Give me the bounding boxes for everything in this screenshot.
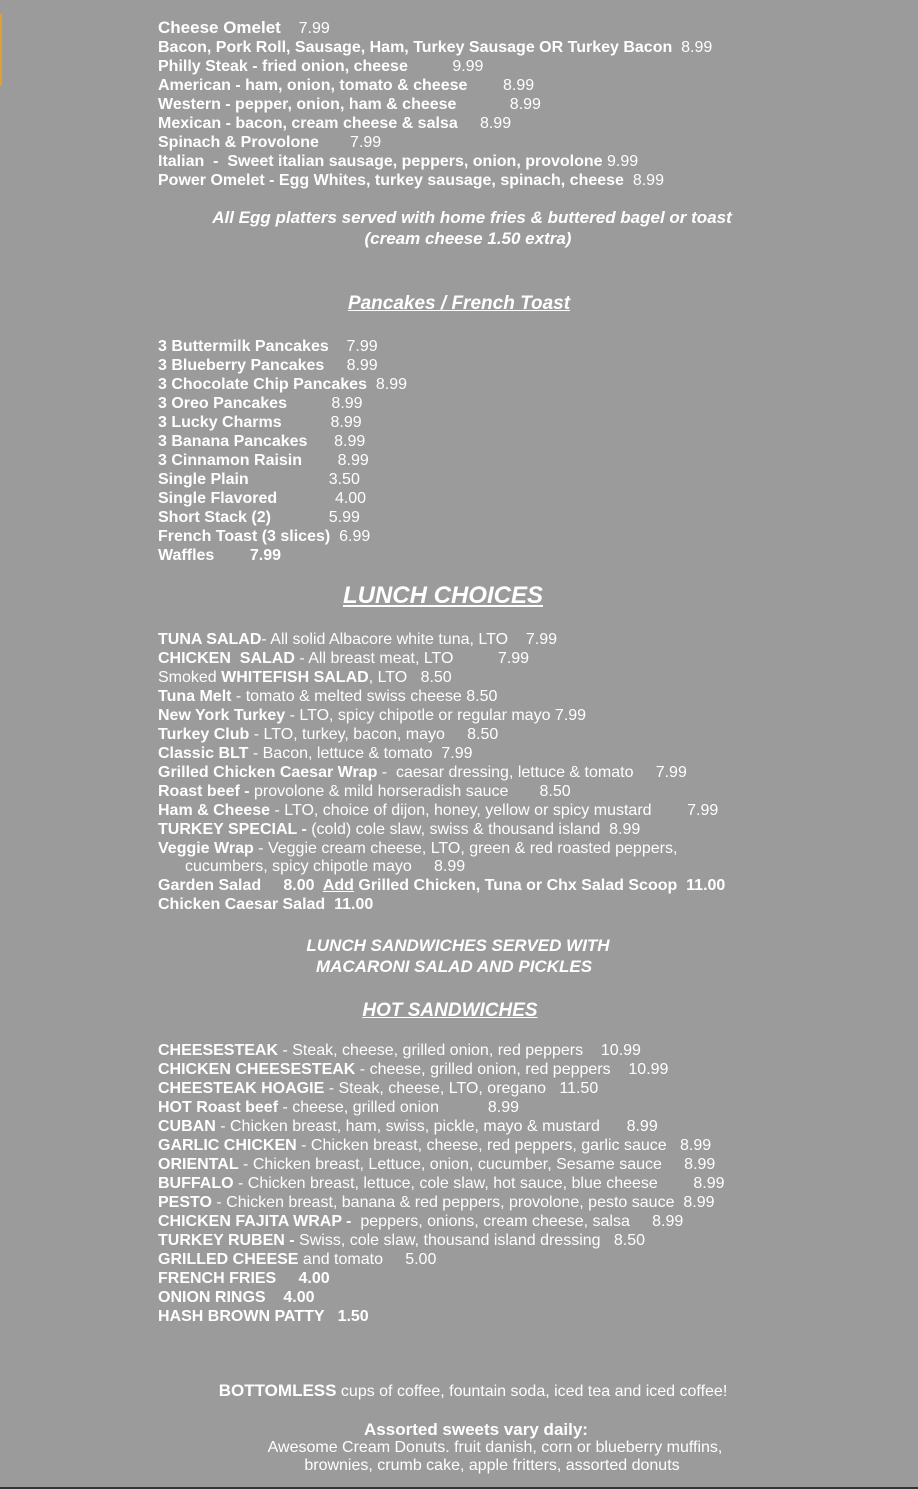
menu-item-meat-omelet: Bacon, Pork Roll, Sausage, Ham, Turkey Sausage OR Turkey Bacon 8.99 [158,39,713,56]
menu-item-chicken-fajita-wrap: CHICKEN FAJITA WRAP - peppers, onions, cream cheese, salsa 8.99 [158,1213,684,1230]
lunch-sandwich-note: LUNCH SANDWICHES SERVED WITH [306,936,610,955]
hot-sandwiches-heading: HOT SANDWICHES [362,1000,538,1021]
menu-item-turkey-club: Turkey Club - LTO, turkey, bacon, mayo 8.50 [158,726,499,743]
menu-item-french-fries: FRENCH FRIES 4.00 [158,1270,330,1287]
macaroni-note: MACARONI SALAD AND PICKLES [315,957,593,976]
menu-item-cuban: CUBAN - Chicken breast, ham, swiss, pickle, mayo & mustard 8.99 [158,1118,658,1135]
menu-item-onion-rings: ONION RINGS 4.00 [158,1289,315,1306]
menu-item-ny-turkey: New York Turkey - LTO, spicy chipotle or regular mayo 7.99 [158,707,587,724]
menu-item-chocolate-chip-pancakes: 3 Chocolate Chip Pancakes 8.99 [158,376,407,393]
menu-item-grilled-cheese: GRILLED CHEESE and tomato 5.00 [158,1251,437,1268]
menu-item-ham-cheese: Ham & Cheese - LTO, choice of dijon, honey, yellow or spicy mustard 7.99 [158,802,719,819]
menu-item-classic-blt: Classic BLT - Bacon, lettuce & tomato 7.99 [158,745,473,762]
menu-item-chicken-salad: CHICKEN SALAD - All breast meat, LTO 7.99 [158,650,530,667]
menu-item-single-plain: Single Plain 3.50 [158,471,360,488]
menu-item-turkey-special: TURKEY SPECIAL - (cold) cole slaw, swiss & thousand island 8.99 [158,821,641,838]
menu-item-french-toast: French Toast (3 slices) 6.99 [158,528,371,545]
menu-item-turkey-ruben: TURKEY RUBEN - Swiss, cole slaw, thousand island dressing 8.50 [158,1232,646,1249]
menu-item-cheesesteak: CHEESESTEAK - Steak, cheese, grilled onion, red peppers 10.99 [158,1042,641,1059]
menu-item-veggie-wrap-cont: cucumbers, spicy chipotle mayo 8.99 [185,858,466,875]
menu-item-banana-pancakes: 3 Banana Pancakes 8.99 [158,433,366,450]
menu-item-pesto: PESTO - Chicken breast, banana & red peppers, provolone, pesto sauce 8.99 [158,1194,715,1211]
menu-item-buttermilk-pancakes: 3 Buttermilk Pancakes 7.99 [158,338,378,355]
menu-item-lucky-charms: 3 Lucky Charms 8.99 [158,414,362,431]
sweets-line-1: Awesome Cream Donuts. fruit danish, corn or blueberry muffins, [267,1439,723,1456]
menu-item-oriental: ORIENTAL - Chicken breast, Lettuce, onion, cucumber, Sesame sauce 8.99 [158,1156,716,1173]
sweets-line-2: brownies, crumb cake, apple fritters, assorted donuts [304,1457,680,1474]
menu-item-italian-omelet: Italian - Sweet italian sausage, peppers, onion, provolone 9.99 [158,153,639,170]
menu-item-hash-brown-patty: HASH BROWN PATTY 1.50 [158,1308,369,1325]
menu-item-short-stack: Short Stack (2) 5.99 [158,509,360,526]
menu-item-spinach-omelet: Spinach & Provolone 7.99 [158,134,382,151]
menu-item-american-omelet: American - ham, onion, tomato & cheese 8.99 [158,77,535,94]
menu-item-veggie-wrap: Veggie Wrap - Veggie cream cheese, LTO, green & red roasted peppers, [158,840,678,857]
cream-cheese-note: (cream cheese 1.50 extra) [364,229,572,248]
sweets-title: Assorted sweets vary daily: [364,1420,588,1439]
menu-item-hot-roast-beef: HOT Roast beef - cheese, grilled onion 8.99 [158,1099,520,1116]
menu-item-roast-beef: Roast beef - provolone & mild horseradish sauce 8.50 [158,783,571,800]
egg-platter-note: All Egg platters served with home fries & buttered bagel or toast [212,208,732,227]
menu-item-cheese-omelet: Cheese Omelet 7.99 [158,18,330,37]
bottomless-note: BOTTOMLESS cups of coffee, fountain soda, iced tea and iced coffee! [218,1381,728,1400]
menu-item-buffalo: BUFFALO - Chicken breast, lettuce, cole slaw, hot sauce, blue cheese 8.99 [158,1175,725,1192]
menu-item-philly-omelet: Philly Steak - fried onion, cheese 9.99 [158,58,484,75]
menu-item-chicken-caesar-salad: Chicken Caesar Salad 11.00 [158,896,374,913]
menu-item-tuna-salad: TUNA SALAD- All solid Albacore white tuna, LTO 7.99 [158,631,557,648]
menu-item-whitefish-salad: Smoked WHITEFISH SALAD, LTO 8.50 [158,669,452,686]
menu-item-single-flavored: Single Flavored 4.00 [158,490,367,507]
left-accent-bar [0,14,2,86]
menu-item-garden-salad: Garden Salad 8.00 Add Grilled Chicken, Tuna or Chx Salad Scoop 11.00 [158,877,726,894]
menu-item-blueberry-pancakes: 3 Blueberry Pancakes 8.99 [158,357,378,374]
menu-item-tuna-melt: Tuna Melt - tomato & melted swiss cheese 8.50 [158,688,498,705]
lunch-heading: LUNCH CHOICES [342,582,543,609]
pancakes-heading: Pancakes / French Toast [347,293,571,314]
menu-item-oreo-pancakes: 3 Oreo Pancakes 8.99 [158,395,363,412]
menu-item-caesar-wrap: Grilled Chicken Caesar Wrap - caesar dressing, lettuce & tomato 7.99 [158,764,687,781]
menu-item-cheesteak-hoagie: CHEESTEAK HOAGIE - Steak, cheese, LTO, oregano 11.50 [158,1080,599,1097]
menu-item-waffles: Waffles 7.99 [158,547,282,564]
menu-item-chicken-cheesesteak: CHICKEN CHEESESTEAK - cheese, grilled onion, red peppers 10.99 [158,1061,669,1078]
menu-item-cinnamon-raisin: 3 Cinnamon Raisin 8.99 [158,452,369,469]
menu-item-garlic-chicken: GARLIC CHICKEN - Chicken breast, cheese, red peppers, garlic sauce 8.99 [158,1137,712,1154]
menu-item-power-omelet: Power Omelet - Egg Whites, turkey sausage, spinach, cheese 8.99 [158,172,664,189]
menu-item-western-omelet: Western - pepper, onion, ham & cheese 8.99 [158,96,541,113]
menu-item-mexican-omelet: Mexican - bacon, cream cheese & salsa 8.99 [158,115,512,132]
